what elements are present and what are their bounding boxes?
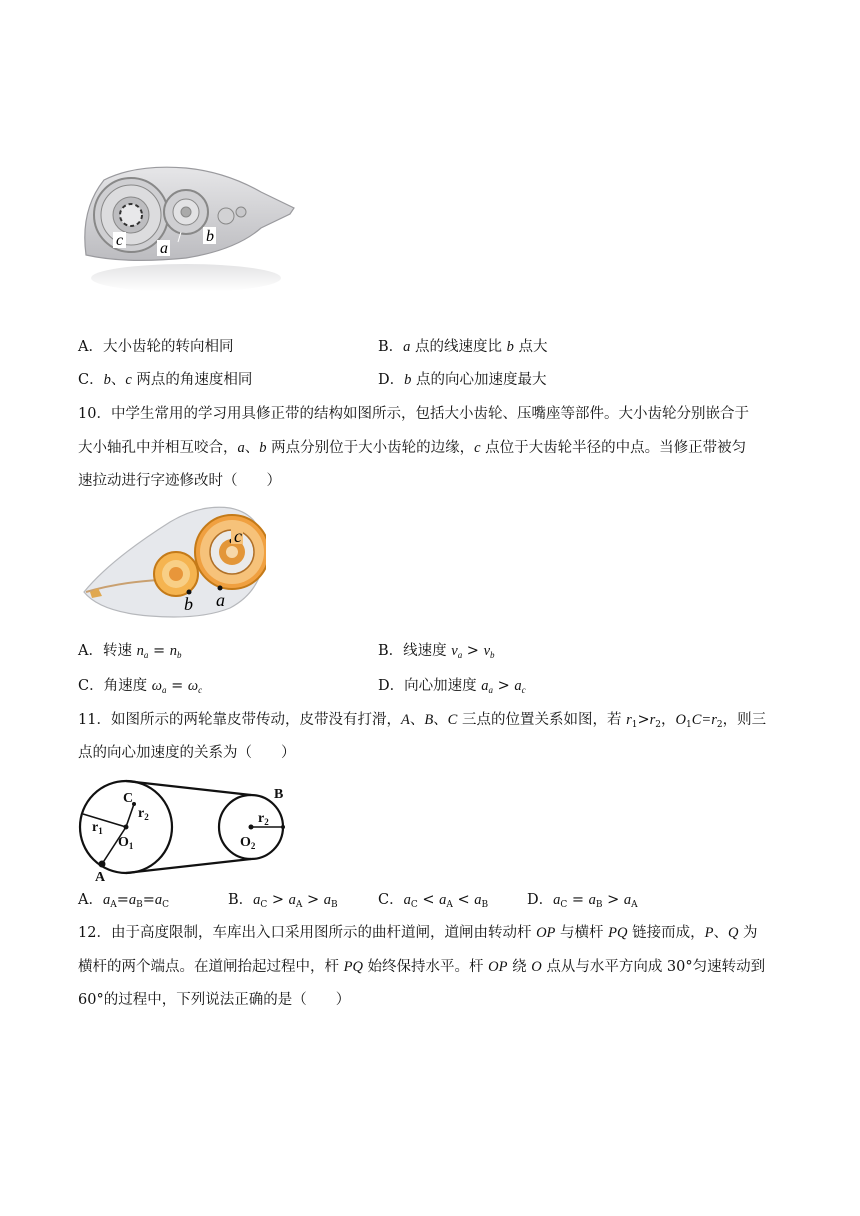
q10-option-d[interactable]: D．向心加速度 $a_a > a_c$	[378, 678, 526, 695]
q10-option-a[interactable]: A．转速 $n_a = n_b$	[78, 643, 182, 660]
q11-belt-top	[126, 781, 251, 795]
q10-option-b[interactable]: B．线速度 $v_a > v_b$	[378, 643, 495, 660]
q9-option-a[interactable]: A．大小齿轮的转向相同	[78, 339, 234, 355]
q11-fig-label-A: A	[95, 870, 106, 882]
q11-fig-label-r1: $r_1$	[92, 820, 103, 836]
q11-number: 11．	[78, 712, 111, 728]
q12-stem-line2: 横杆的两个端点。在道闸抬起过程中，杆 PQ 始终保持水平。杆 OP 绕 O 点从与水平方向成 30°匀速转动到	[78, 959, 766, 975]
q10-stem-line1: 10．中学生常用的学习用具修正带的结构如图所示，包括大小齿轮、压嘴座等部件。大小齿轮分别嵌合于	[78, 406, 749, 422]
q9-label-b: b	[206, 228, 214, 245]
q11-fig-label-O1: $O_1$	[118, 835, 134, 851]
q11-option-a[interactable]: A．$a_A=a_B=a_C$	[78, 892, 170, 910]
q9-correction-tape-figure	[76, 160, 298, 305]
q12-stem-line1: 12．由于高度限制，车库出入口采用图所示的曲杆道闸，道闸由转动杆 OP 与横杆 PQ 链接而成，P、Q 为	[78, 925, 758, 941]
q10-stem-line2: 大小轴孔中并相互咬合，a、b 两点分别位于大小齿轮的边缘，c 点位于大齿轮半径的中点。当修正带被匀	[78, 440, 747, 456]
q11-option-c[interactable]: C．$a_C < a_A < a_B$	[378, 892, 489, 910]
q9-option-b[interactable]: B．a 点的线速度比 b 点大	[378, 339, 548, 355]
q11-belt-bottom	[126, 859, 251, 873]
q11-fig-label-r2-right: $r_2$	[258, 811, 269, 827]
q9-label-a: a	[160, 240, 168, 257]
q11-stem-line1: 11．如图所示的两轮靠皮带传动，皮带没有打滑，A、B、C 三点的位置关系如图，若 $r_1>r_2$，$O_1C=r_2$，则三	[78, 712, 767, 730]
q10-stem-line3: 速拉动进行字迹修改时（ ）	[78, 473, 281, 489]
q11-stem-line2: 点的向心加速度的关系为（ ）	[78, 745, 296, 761]
q11-belt-drive-figure	[78, 774, 298, 882]
q11-fig-label-B: B	[274, 787, 284, 802]
q12-number: 12．	[78, 925, 111, 941]
q9-option-d[interactable]: D．b 点的向心加速度最大	[378, 372, 547, 388]
q11-fig-label-C: C	[123, 791, 134, 806]
q11-fig-label-r2-left: $r_2$	[138, 806, 149, 822]
q11-fig-label-O2: $O_2$	[240, 835, 256, 851]
q9-label-c: c	[116, 232, 124, 249]
q9-option-c[interactable]: C．b、c 两点的角速度相同	[78, 372, 253, 388]
q10-label-c: c	[234, 526, 242, 546]
q10-label-b: b	[184, 594, 193, 614]
q10-correction-tape-figure	[80, 500, 266, 622]
q12-stem-line3: 60°的过程中，下列说法正确的是（ ）	[78, 992, 351, 1008]
q10-number: 10．	[78, 406, 111, 422]
q11-option-d[interactable]: D．$a_C = a_B > a_A$	[527, 892, 638, 910]
q11-option-b[interactable]: B．$a_C > a_A > a_B$	[228, 892, 338, 910]
q10-label-a: a	[216, 590, 225, 610]
q10-option-c[interactable]: C．角速度 $\omega_a = \omega_c$	[78, 678, 203, 695]
